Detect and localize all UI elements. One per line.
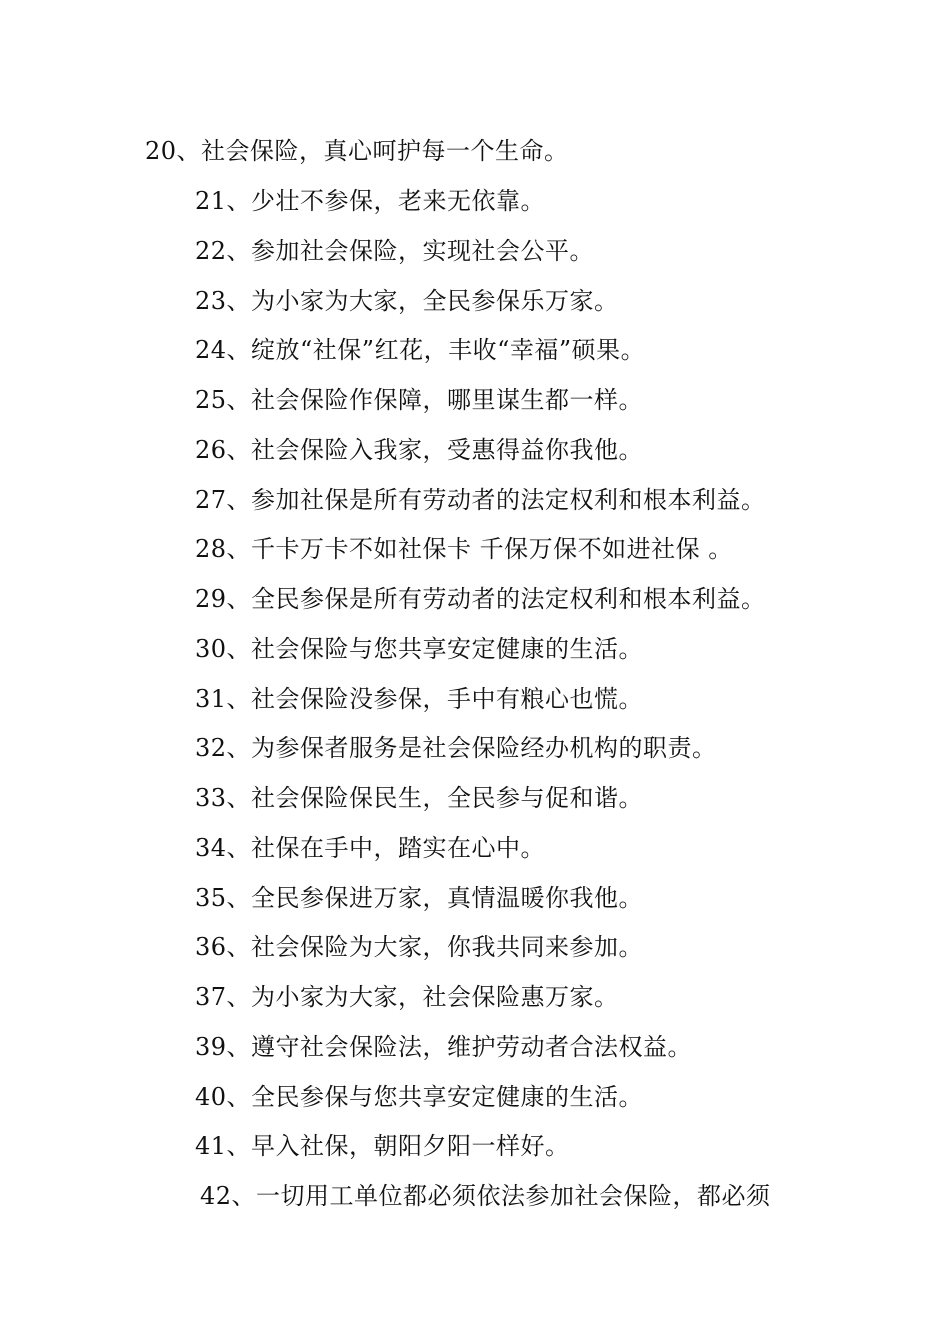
slogan-line-24: 24、绽放“社保”红花，丰收“幸福”硕果。 xyxy=(195,336,646,364)
slogan-line-26: 26、社会保险入我家，受惠得益你我他。 xyxy=(195,436,644,464)
slogan-line-36: 36、社会保险为大家，你我共同来参加。 xyxy=(195,933,644,961)
slogan-line-23: 23、为小家为大家，全民参保乐万家。 xyxy=(195,287,619,315)
slogan-line-35: 35、全民参保进万家，真情温暖你我他。 xyxy=(195,884,644,912)
slogan-line-39: 39、遵守社会保险法，维护劳动者合法权益。 xyxy=(195,1033,693,1061)
slogan-line-25: 25、社会保险作保障，哪里谋生都一样。 xyxy=(195,386,644,414)
slogan-line-34: 34、社保在手中，踏实在心中。 xyxy=(195,834,546,862)
slogan-line-41: 41、早入社保，朝阳夕阳一样好。 xyxy=(195,1132,570,1160)
slogan-line-30: 30、社会保险与您共享安定健康的生活。 xyxy=(195,635,644,663)
slogan-line-21: 21、少壮不参保，老来无依靠。 xyxy=(195,187,546,215)
slogan-line-28: 28、千卡万卡不如社保卡 千保万保不如进社保 。 xyxy=(195,535,733,563)
slogan-line-22: 22、参加社会保险，实现社会公平。 xyxy=(195,237,595,265)
slogan-line-33: 33、社会保险保民生，全民参与促和谐。 xyxy=(195,784,644,812)
slogan-line-37: 37、为小家为大家，社会保险惠万家。 xyxy=(195,983,619,1011)
slogan-line-20: 20、社会保险，真心呵护每一个生命。 xyxy=(145,137,569,165)
slogan-line-42: 42、一切用工单位都必须依法参加社会保险，都必须 xyxy=(200,1182,771,1210)
slogan-line-27: 27、参加社保是所有劳动者的法定权利和根本利益。 xyxy=(195,486,766,514)
slogan-line-32: 32、为参保者服务是社会保险经办机构的职责。 xyxy=(195,734,717,762)
slogan-line-40: 40、全民参保与您共享安定健康的生活。 xyxy=(195,1083,644,1111)
slogan-line-29: 29、全民参保是所有劳动者的法定权利和根本利益。 xyxy=(195,585,766,613)
slogan-line-31: 31、社会保险没参保，手中有粮心也慌。 xyxy=(195,685,644,713)
